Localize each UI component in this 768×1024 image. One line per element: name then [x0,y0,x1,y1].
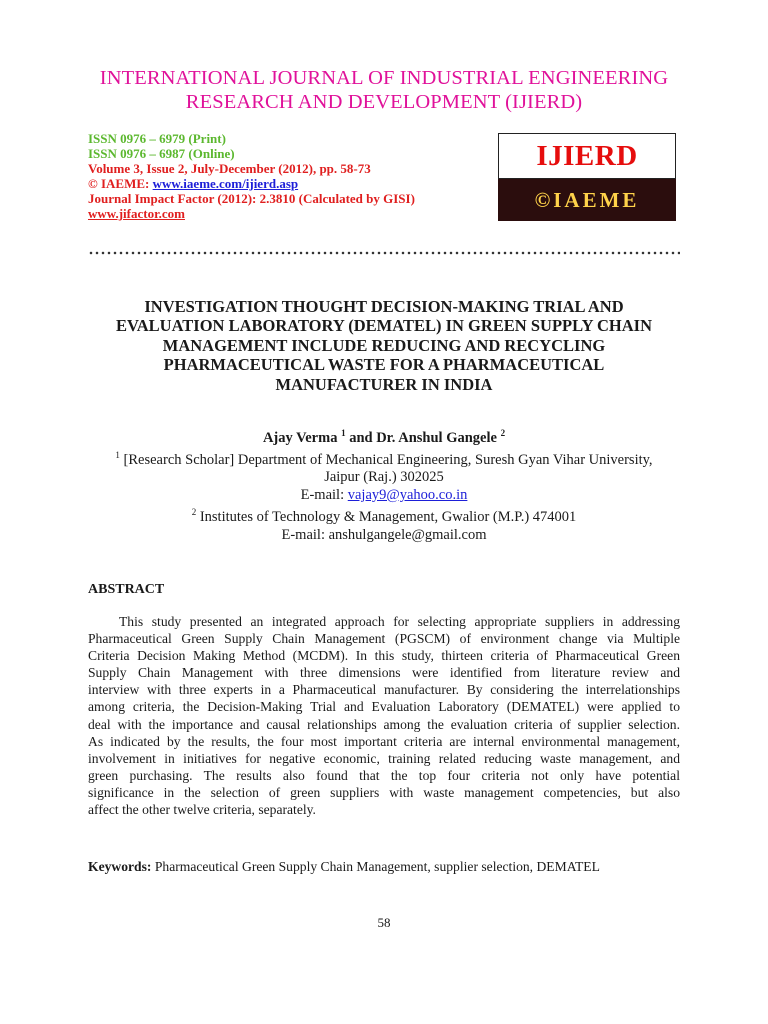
affiliation-2 [88,504,680,526]
jifactor-link[interactable]: www.jifactor.com [88,206,185,221]
abstract-line: interview with three experts in a Pharmaceutical manufacturer. By considering the interrelationships [88,682,680,698]
email-link[interactable]: vajay9@yahoo.co.in [347,486,468,503]
abstract-line: This study presented an integrated approach for selecting appropriate suppliers in addressing [119,614,680,629]
affil-1-sup: 1 [115,450,120,461]
abstract-line: As indicated by the results, the four most important criteria are internal environmental management, [88,733,680,749]
journal-title [40,66,728,114]
journal-logo: IJIERD [498,133,676,179]
iaeme-logo: ©IAEME [498,179,676,221]
email-label: E-mail: [300,486,348,503]
paper-title [88,297,680,394]
dotted-divider [88,251,680,255]
abstract-body [88,613,680,818]
abstract-line: Supply Chain Management with three dimensions were identified from literature review and [88,665,680,681]
author-block [88,425,680,544]
paper-title-line: PHARMACEUTICAL WASTE FOR A PHARMACEUTICAL [163,355,605,375]
paper-title-line: MANUFACTURER IN INDIA [275,374,493,394]
impact-factor: Journal Impact Factor (2012): 2.3810 (Calculated by GISI) [88,191,415,206]
issn-online: ISSN 0976 – 6987 (Online) [88,146,235,161]
author-names [88,425,680,447]
affil-2-sup: 2 [191,507,197,518]
author-1: Ajay Verma [262,429,338,446]
abstract-line: significance in the selection of green suppliers with waste management competencies, but also [88,784,680,800]
volume-info: Volume 3, Issue 2, July-December (2012), pp. 58-73 [88,161,371,176]
abstract-line: among criteria, the Decision-Making Trial and Evaluation Laboratory (DEMATEL) were applied to [88,699,680,715]
author-2: and Dr. Anshul Gangele [345,429,497,446]
iaeme-line [88,176,415,191]
journal-title-line: RESEARCH AND DEVELOPMENT (IJIERD) [185,91,583,113]
affiliation-1-city: Jaipur (Raj.) 302025 [324,469,444,486]
abstract-line: affect the other twelve criteria, separately. [88,802,316,818]
journal-title-line: INTERNATIONAL JOURNAL OF INDUSTRIAL ENGINEERING [99,67,669,89]
affiliation-1 [88,447,680,469]
jifactor-line [88,206,415,221]
abstract-line: Criteria Decision Making Method (MCDM). In this study, thirteen criteria of Pharmaceutical Green [88,648,680,664]
keywords-label: Keywords: [88,859,152,874]
abstract-heading: ABSTRACT [88,582,165,597]
keywords [88,859,600,875]
abstract-line: green purchasing. The results also found that the top four criteria not only have potential [88,767,680,783]
abstract-line: deal with the importance and causal relationships among the evaluation criteria of supplier selection. [88,716,680,732]
iaeme-link[interactable]: www.iaeme.com/ijierd.asp [152,176,299,191]
iaeme-prefix: © IAEME: [88,176,153,191]
abstract-line: involvement in initiatives for negative economic, training related reducing waste management, and [88,750,680,766]
email-1 [88,487,680,504]
issn-print: ISSN 0976 – 6979 (Print) [88,131,226,146]
abstract-line: Pharmaceutical Green Supply Chain Management (PGSCM) of environment change via Multiple [88,631,680,647]
author-1-sup: 1 [341,428,346,438]
page-number: 58 [377,915,391,930]
journal-meta [88,131,415,221]
paper-title-line: EVALUATION LABORATORY (DEMATEL) IN GREEN SUPPLY CHAIN [115,316,653,336]
author-2-sup: 2 [500,428,506,438]
affil-2-text: Institutes of Technology & Management, Gwalior (M.P.) 474001 [196,509,577,526]
email-2: E-mail: anshulgangele@gmail.com [281,526,487,543]
affil-1-text: [Research Scholar] Department of Mechanical Engineering, Suresh Gyan Vihar University, [119,452,653,469]
paper-title-line: INVESTIGATION THOUGHT DECISION-MAKING TRIAL AND [144,297,624,316]
keywords-text: Pharmaceutical Green Supply Chain Management, supplier selection, DEMATEL [151,859,600,874]
paper-title-line: MANAGEMENT INCLUDE REDUCING AND RECYCLING [162,335,606,355]
